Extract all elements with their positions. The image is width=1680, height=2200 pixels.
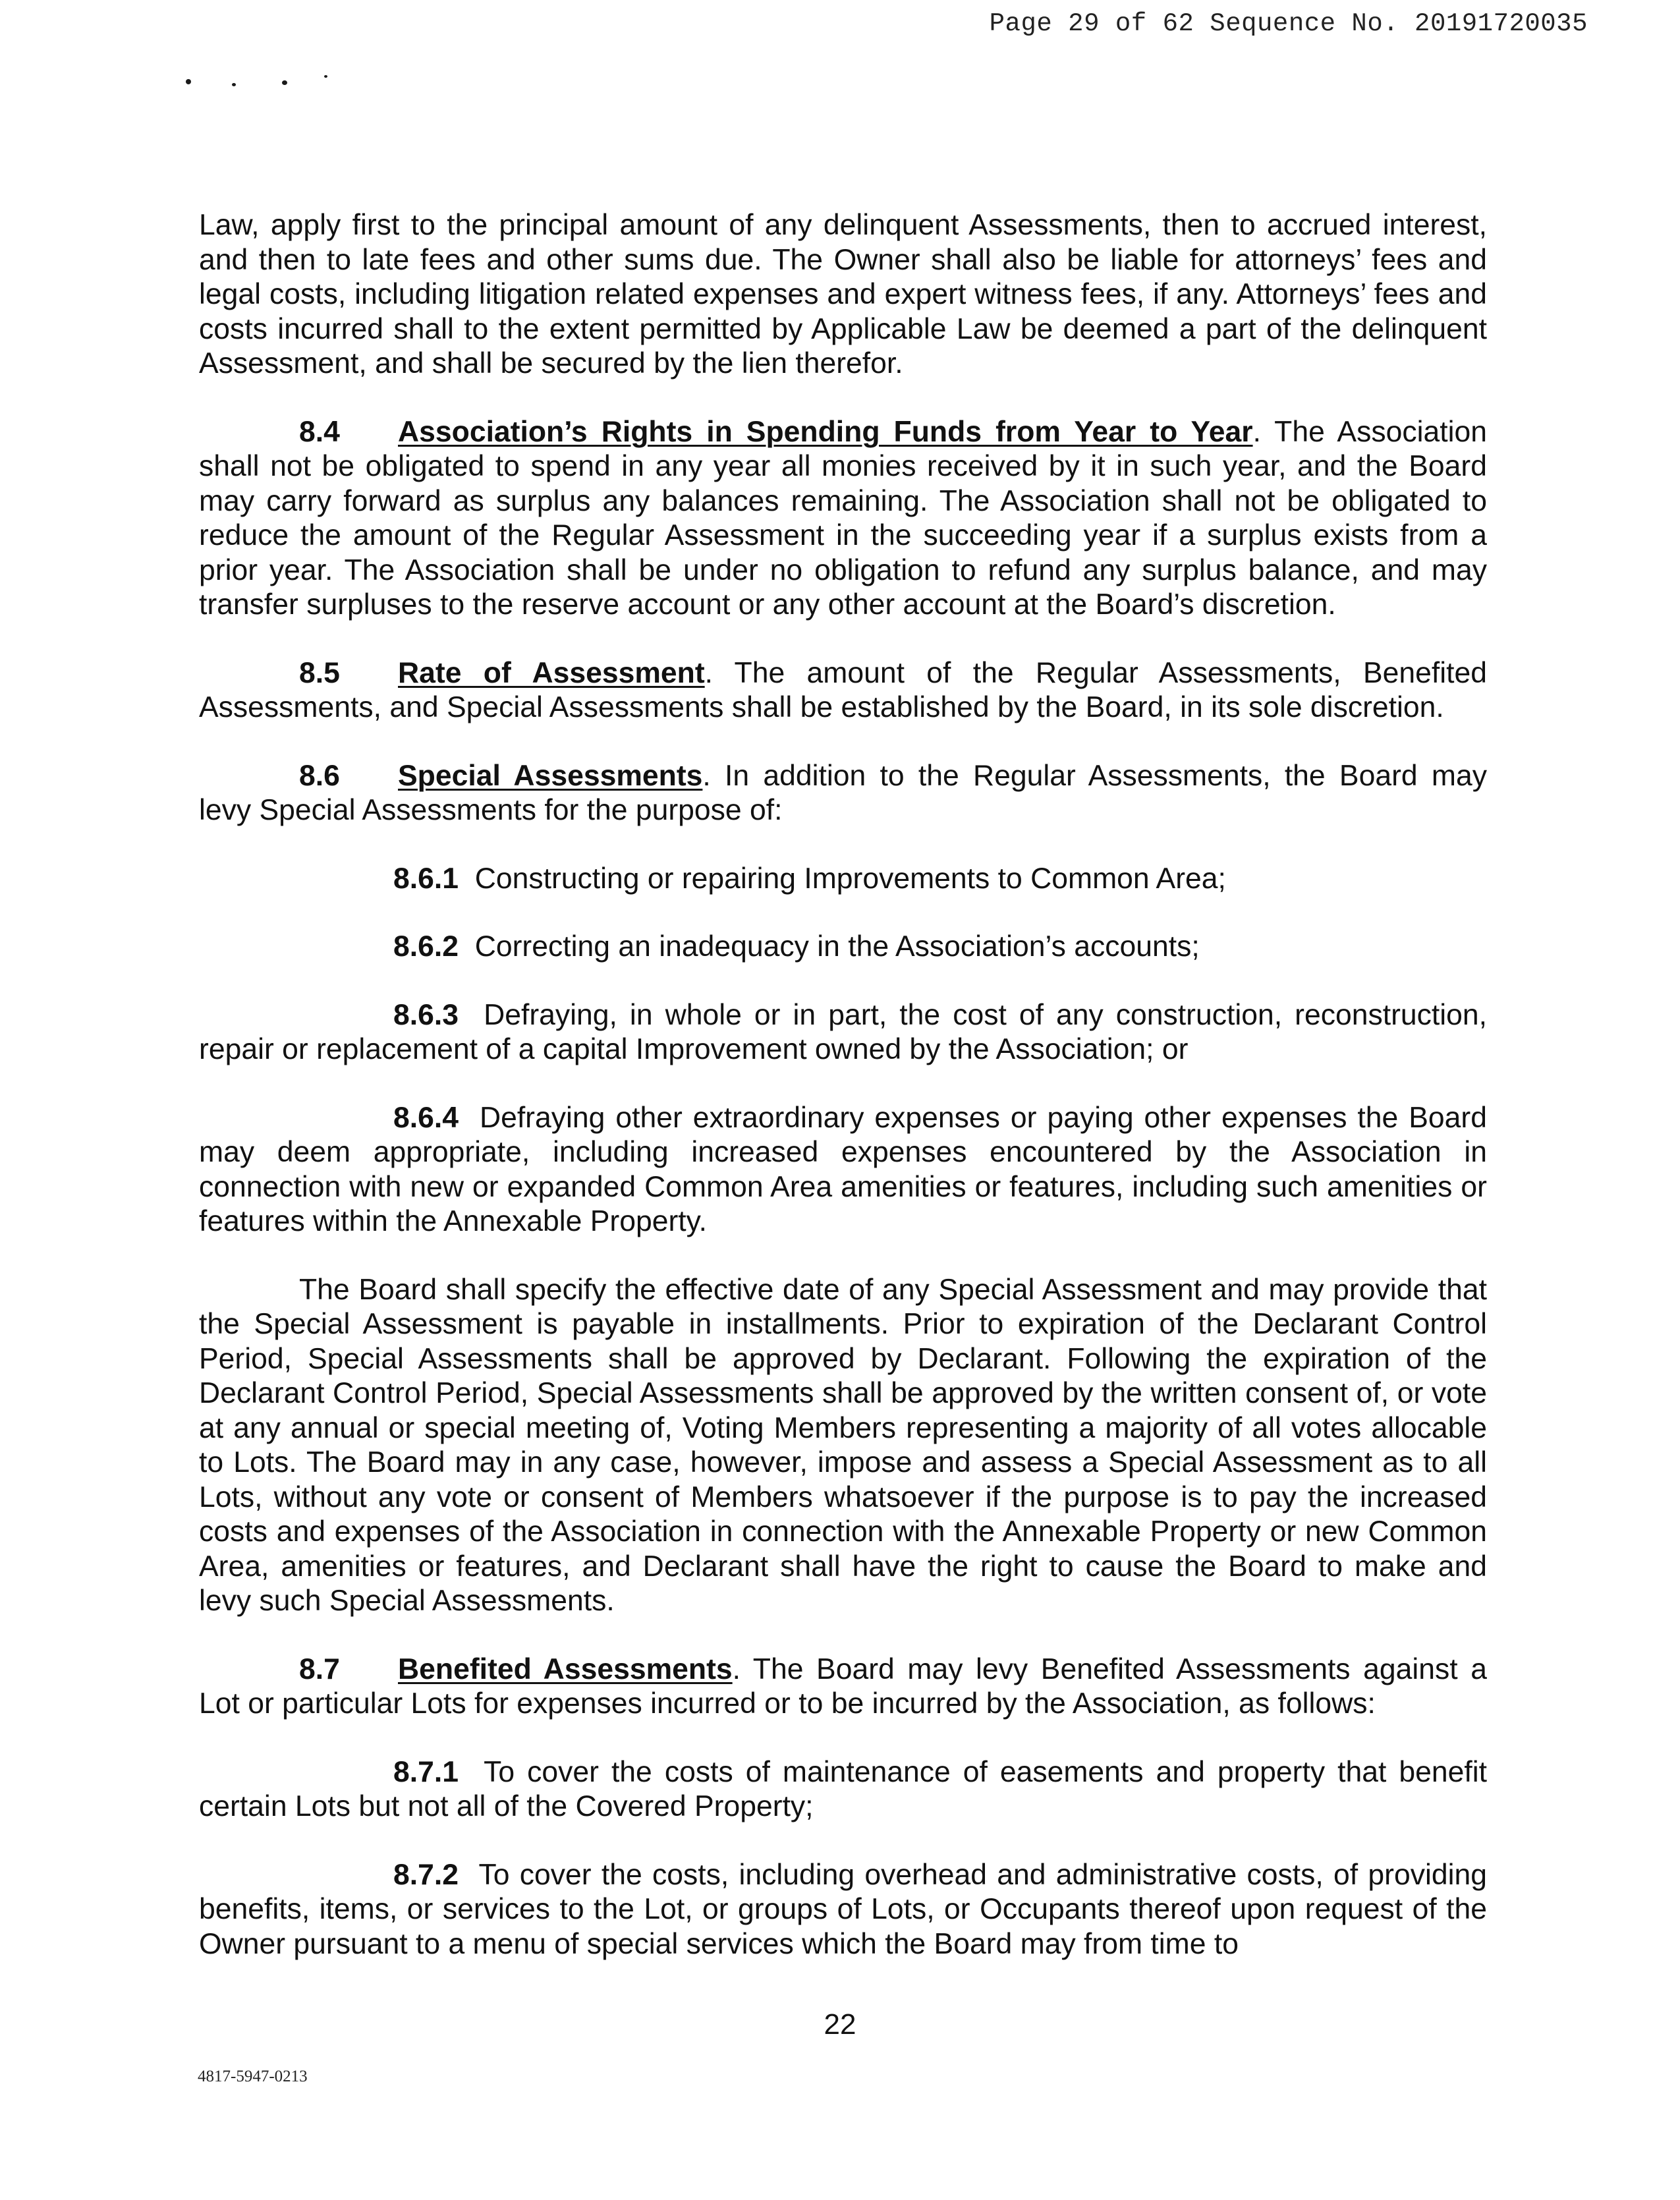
subsection-8-6-1 [199,862,1487,897]
section-8-7 [199,1652,1487,1722]
section-number: 8.5 [299,656,340,689]
section-text: . The amount of the Regular Assessments, Benefited Assessments, and Special Assessments shall be established by the Board, in its sole discretion. [199,656,1487,723]
section-number: 8.7 [299,1652,340,1685]
subsection-text: Defraying other extraordinary expenses or paying other expenses the Board may deem appropriate, including increased expenses encountered by the Association in connection with new or expanded Common Area amenities or features, including such amenities or features within the Annexable Property. [199,1101,1487,1237]
scan-speck [232,83,236,86]
section-8-5 [199,656,1487,725]
subsection-text: Constructing or repairing Improvements to Common Area; [474,862,1226,895]
paragraph-board-special-assessment [199,1273,1487,1619]
section-title: Special Assessments [398,759,703,792]
section-title: Benefited Assessments [398,1652,733,1685]
subsection-8-6-4 [199,1101,1487,1239]
document-id: 4817-5947-0213 [198,2068,308,2085]
section-title: Association’s Rights in Spending Funds from Year to Year [398,415,1253,448]
section-8-6 [199,759,1487,828]
subsection-number: 8.6.3 [393,998,459,1031]
subsection-8-6-3 [199,998,1487,1067]
subsection-text: To cover the costs of maintenance of easements and property that benefit certain Lots but not all of the Covered Property; [199,1755,1488,1822]
subsection-number: 8.7.2 [393,1858,459,1891]
scan-speck [186,79,191,84]
paragraph-text: The Board shall specify the effective date of any Special Assessment and may provide that the Special Assessment is payable in installments. Prior to expiration of the Declarant Control Period, Special Assessments shall be approved by Declarant. Following the expiration of the Declarant Control Period, Special Assessments shall be approved by the written consent of, or vote at any annual or special meeting of, Voting Members representing a majority of all votes allocable to Lots. The Board may in any case, however, impose and assess a Special Assessment as to all Lots, without any vote or consent of Members whatsoever if the purpose is to pay the increased costs and expenses of the Association in connection with the Annexable Property or new Common Area, amenities or features, and Declarant shall have the right to cause the Board to make and levy such Special Assessments. [199,1273,1487,1617]
page-number: 22 [824,2008,856,2041]
subsection-text: To cover the costs, including overhead and administrative costs, of providing benefits, items, or services to the Lot, or groups of Lots, or Occupants thereof upon request of the Owner pursuant to a menu of special services which the Board may from time to [199,1858,1487,1960]
document-body [199,208,1487,1961]
section-number: 8.4 [299,415,340,448]
scan-speck [324,75,327,78]
subsection-number: 8.7.1 [393,1755,459,1788]
subsection-text: Correcting an inadequacy in the Association’s accounts; [474,930,1200,963]
section-text: . In addition to the Regular Assessments, the Board may levy Special Assessments for the purpose of: [199,759,1487,826]
section-title: Rate of Assessment [398,656,705,689]
subsection-number: 8.6.2 [393,930,459,963]
section-8-4 [199,415,1487,623]
subsection-number: 8.6.1 [393,862,459,895]
page-sequence-stamp: Page 29 of 62 Sequence No. 20191720035 [989,9,1588,38]
section-text: . The Association shall not be obligated to spend in any year all monies received by it in such year, and the Board may carry forward as surplus any balances remaining. The Association shall not be obligated to reduce the amount of the Regular Assessment in the succeeding year if a surplus exists from a prior year. The Association shall be under no obligation to refund any surplus balance, and may transfer surpluses to the reserve account or any other account at the Board’s discretion. [199,415,1487,621]
subsection-8-6-2 [199,930,1487,965]
scan-speck [282,80,287,85]
subsection-8-7-2 [199,1858,1487,1962]
subsection-text: Defraying, in whole or in part, the cost of any construction, reconstruction, repair or replacement of a capital Improvement owned by the Association; or [199,998,1487,1065]
paragraph-continuation: Law, apply first to the principal amount of any delinquent Assessments, then to accrued interest, and then to late fees and other sums due. The Owner shall also be liable for attorneys’ fees and legal costs, including litigation related expenses and expert witness fees, if any. Attorneys’ fees and costs incurred shall to the extent permitted by Applicable Law be deemed a part of the delinquent Assessment, and shall be secured by the lien therefor. [199,209,1487,380]
subsection-8-7-1 [199,1755,1487,1824]
section-text: . The Board may levy Benefited Assessments against a Lot or particular Lots for expenses incurred or to be incurred by the Association, as follows: [199,1652,1487,1720]
subsection-number: 8.6.4 [393,1101,459,1134]
section-number: 8.6 [299,759,340,792]
scan-specks [178,66,349,92]
